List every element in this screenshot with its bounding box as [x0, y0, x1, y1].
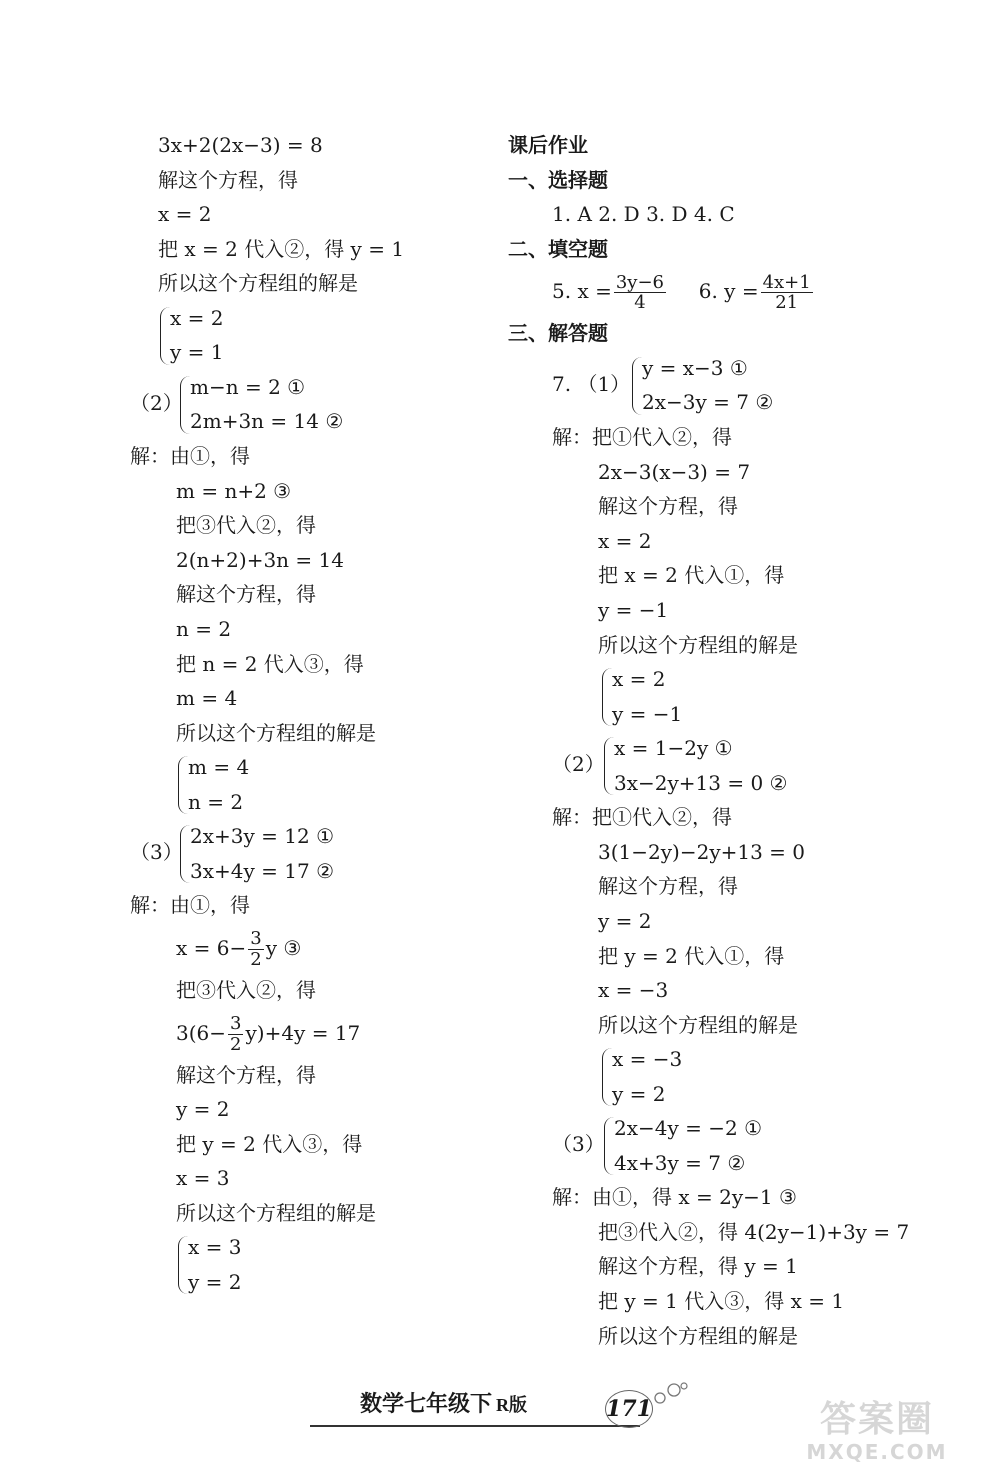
- system-equation: y = −1: [612, 701, 683, 726]
- choice-answers: 1. A 2. D 3. D 4. C: [552, 202, 735, 227]
- text-line: 解这个方程，得: [176, 1062, 316, 1087]
- equation-line: x = 2: [598, 528, 652, 553]
- text-line: 解这个方程，得: [176, 582, 316, 607]
- text-line: 把③代入②，得: [176, 513, 316, 538]
- system-equation: y = 2: [612, 1081, 666, 1106]
- system-equation: 4x+3y = 7 ②: [614, 1150, 746, 1175]
- text-line: 所以这个方程组的解是: [598, 1323, 798, 1348]
- brace: [180, 825, 190, 883]
- system-equation: 3x+4y = 17 ②: [190, 858, 334, 883]
- system-equation: 2x−4y = −2 ①: [614, 1116, 763, 1141]
- solution-system: [508, 662, 908, 731]
- problem-system: [130, 819, 490, 888]
- text-line: 解：由①，得: [130, 893, 250, 918]
- text-line: 所以这个方程组的解是: [158, 271, 358, 296]
- text-line: 解这个方程，得: [598, 494, 738, 519]
- solution-system: [508, 1042, 908, 1111]
- system-equation: y = 1: [170, 340, 224, 365]
- equation-line: x = −3: [598, 978, 669, 1003]
- fraction-denominator: 21: [775, 292, 799, 314]
- equation-line: 3(1−2y)−2y+13 = 0: [598, 839, 806, 864]
- system-equation: m−n = 2 ①: [190, 374, 306, 399]
- equation-line: y = 2: [176, 1097, 230, 1122]
- fraction-numerator: 3y−6: [615, 271, 664, 293]
- system-equation: y = x−3 ①: [642, 355, 748, 380]
- problem-label: 7. （1）: [552, 371, 631, 396]
- expr-part: 6. y =: [698, 279, 759, 304]
- fraction-denominator: 4: [634, 292, 646, 314]
- text-line: 解：把①代入②，得: [552, 805, 732, 830]
- problem-system: [508, 731, 908, 800]
- watermark-cn: 答案圈: [819, 1399, 934, 1440]
- system-equation: 2x+3y = 12 ①: [190, 824, 334, 849]
- section-heading: 一、选择题: [508, 167, 608, 192]
- fill-answers: [508, 266, 908, 316]
- problem-system: [508, 351, 908, 420]
- book-title: [360, 1387, 527, 1418]
- section-heading: 三、解答题: [508, 321, 608, 346]
- solution-system: [130, 301, 490, 370]
- fraction-numerator: 4x+1: [762, 271, 811, 293]
- system-equation: 3x−2y+13 = 0 ②: [614, 770, 788, 795]
- system-equation: x = 3: [188, 1235, 242, 1260]
- system-equation: 2x−3y = 7 ②: [642, 390, 774, 415]
- system-equation: x = 1−2y ①: [614, 736, 733, 761]
- watermark-en: MXQE.COM: [806, 1440, 948, 1464]
- text-line: 所以这个方程组的解是: [176, 720, 376, 745]
- fraction: [248, 929, 263, 970]
- problem-system: [508, 1111, 908, 1180]
- equation-line: [130, 923, 490, 973]
- problem-label: （2）: [130, 390, 183, 415]
- right-column: [508, 128, 908, 1353]
- text-line: 把③代入②，得 4(2y−1)+3y = 7: [598, 1219, 910, 1244]
- expr-part: 5. x =: [552, 279, 612, 304]
- equation-line: x = 3: [176, 1166, 230, 1191]
- system-equation: n = 2: [188, 789, 244, 814]
- equation-line: x = 2: [158, 202, 212, 227]
- text-line: 把 x = 2 代入②，得 y = 1: [158, 236, 405, 261]
- brace: [602, 668, 612, 726]
- problem-label: （3）: [130, 840, 183, 865]
- text-line: 所以这个方程组的解是: [598, 632, 798, 657]
- text-line: 把 n = 2 代入③，得: [176, 651, 364, 676]
- text-line: 把 y = 2 代入①，得: [598, 943, 785, 968]
- text-line: 解这个方程，得: [598, 874, 738, 899]
- equation-line: [130, 1008, 490, 1058]
- expr-part: 3(6−: [176, 1020, 227, 1045]
- expr-part: y ③: [265, 935, 302, 960]
- system-equation: x = 2: [170, 305, 224, 330]
- section-heading: 二、填空题: [508, 236, 608, 261]
- brace: [604, 1117, 614, 1175]
- system-equation: x = −3: [612, 1047, 683, 1072]
- text-line: 把 y = 2 代入③，得: [176, 1131, 363, 1156]
- equation-line: m = 4: [176, 686, 238, 711]
- watermark-logo: [772, 1400, 982, 1470]
- equation-line: 2x−3(x−3) = 7: [598, 459, 751, 484]
- problem-label: （3）: [552, 1132, 605, 1157]
- text-line: 把③代入②，得: [176, 977, 316, 1002]
- system-equation: 2m+3n = 14 ②: [190, 409, 344, 434]
- fraction: [614, 273, 666, 314]
- text-line: 解：由①，得: [130, 443, 250, 468]
- swirl-ornament-icon: [652, 1380, 692, 1410]
- brace: [178, 1236, 188, 1294]
- fraction: [228, 1014, 243, 1055]
- brace: [604, 737, 614, 795]
- fraction: [761, 273, 813, 314]
- equation-line: 2(n+2)+3n = 14: [176, 547, 344, 572]
- brace: [602, 1048, 612, 1106]
- text-line: 解：由①，得 x = 2y−1 ③: [552, 1185, 797, 1210]
- brace: [180, 376, 190, 434]
- book-title-text: 数学七年级下: [360, 1392, 493, 1417]
- fraction-denominator: 2: [230, 1033, 242, 1055]
- page-number: 171: [605, 1390, 653, 1428]
- section-title: 课后作业: [508, 133, 588, 157]
- fraction-denominator: 2: [250, 948, 262, 970]
- text-line: 所以这个方程组的解是: [598, 1012, 798, 1037]
- page-footer: [310, 1385, 640, 1427]
- brace: [632, 357, 642, 415]
- edition-label: R版: [496, 1395, 528, 1415]
- fraction-numerator: 3: [230, 1012, 242, 1034]
- problem-label: （2）: [552, 752, 605, 777]
- text-line: 解：把①代入②，得: [552, 424, 732, 449]
- expr-part: y)+4y = 17: [245, 1020, 361, 1045]
- equation-line: n = 2: [176, 616, 232, 641]
- equation-line: m = n+2 ③: [176, 478, 292, 503]
- equation-line: y = −1: [598, 597, 669, 622]
- text-line: 把 x = 2 代入①，得: [598, 563, 785, 588]
- text-line: 解这个方程，得 y = 1: [598, 1254, 798, 1279]
- system-equation: m = 4: [188, 755, 250, 780]
- expr-part: x = 6−: [176, 935, 247, 960]
- problem-system: [130, 370, 490, 439]
- fraction-numerator: 3: [250, 928, 262, 950]
- equation-line: 3x+2(2x−3) = 8: [158, 133, 323, 157]
- system-equation: x = 2: [612, 667, 666, 692]
- text-line: 解这个方程，得: [158, 167, 298, 192]
- text-line: 所以这个方程组的解是: [176, 1200, 376, 1225]
- solution-system: [130, 750, 490, 819]
- equation-line: y = 2: [598, 908, 652, 933]
- left-column: [130, 128, 490, 1299]
- brace: [178, 756, 188, 814]
- system-equation: y = 2: [188, 1269, 242, 1294]
- solution-system: [130, 1230, 490, 1299]
- brace: [160, 307, 170, 365]
- text-line: 把 y = 1 代入③，得 x = 1: [598, 1289, 845, 1314]
